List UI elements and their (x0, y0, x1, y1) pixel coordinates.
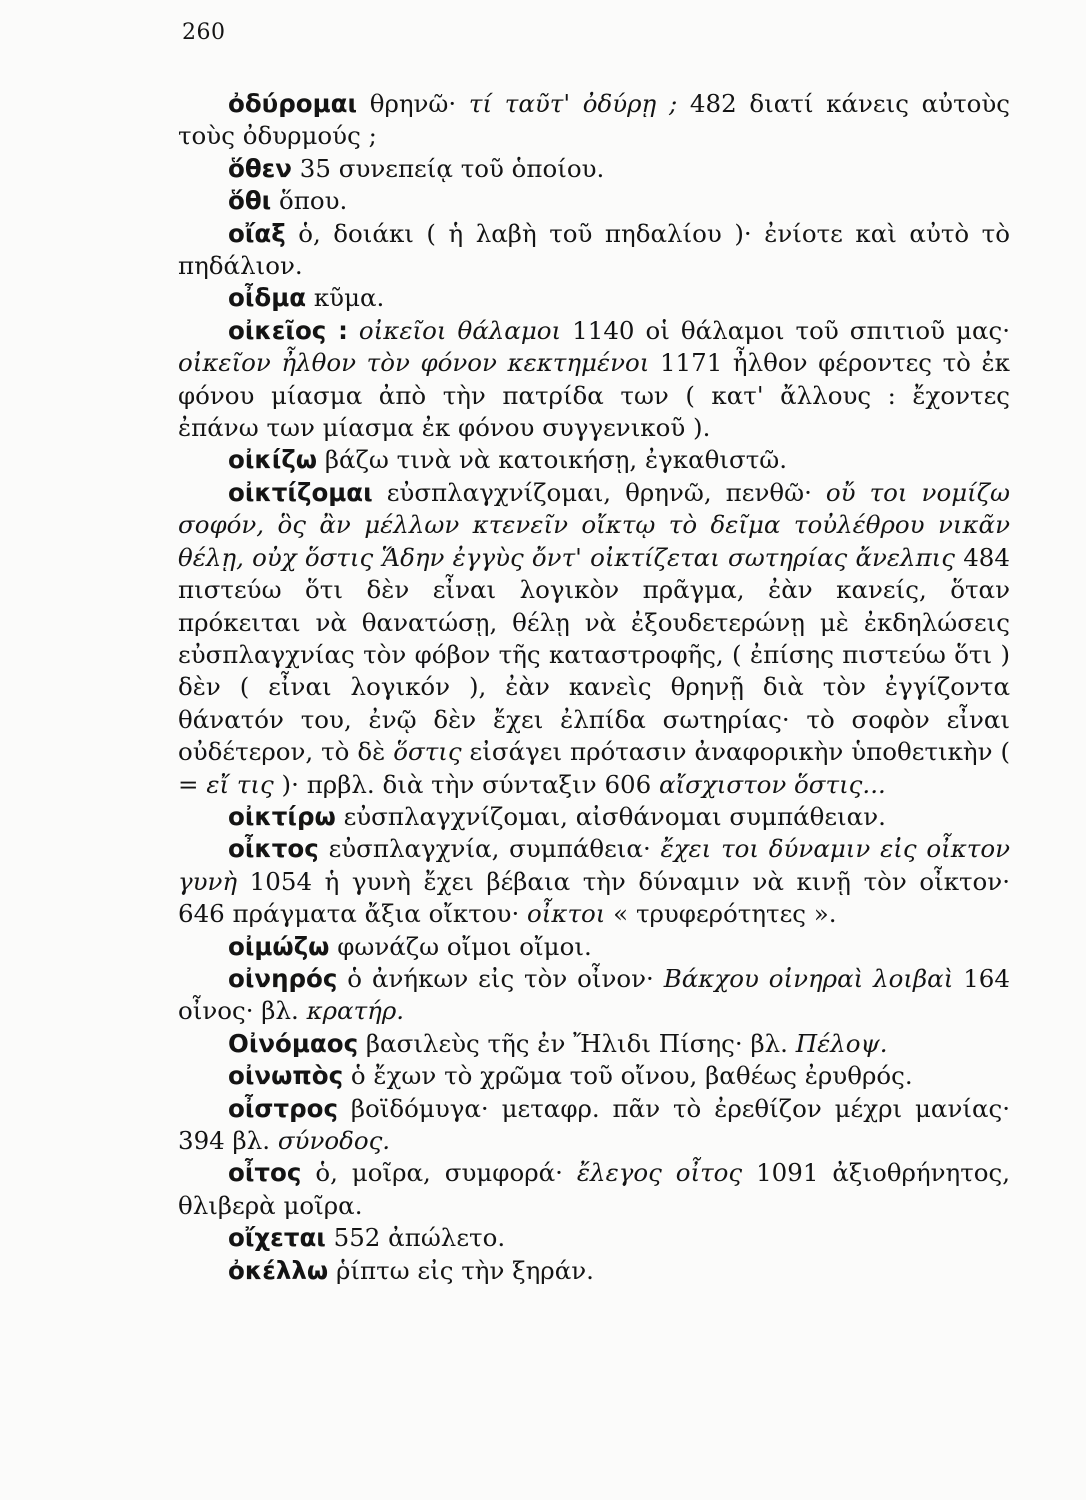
glossary-entry (178, 931, 1010, 963)
glossary-entry (178, 801, 1010, 833)
entry-quotation: οἰκεῖον ἦλθον τὸν φόνον κεκτημένοι (178, 348, 650, 378)
glossary-entry (178, 1255, 1010, 1287)
entry-text: 552 ἀπώλετο. (325, 1223, 506, 1253)
glossary-entry (178, 833, 1010, 930)
entry-text: βοϊδόμυγα· μεταφρ. πᾶν τὸ ἐρεθίζον μέχρι μανίας· 394 βλ. (178, 1093, 1010, 1155)
entry-headword: οἴαξ (228, 218, 286, 248)
glossary-entry (178, 1028, 1010, 1060)
entry-headword: οἰκτίζομαι (228, 477, 373, 507)
entry-quotation: οὔ τοι νομίζω σοφόν, ὃς ἂν μέλλων κτενεῖν οἴκτῳ τὸ δεῖμα τοὐλέθρου νικᾶν θέλῃ, οὐχ ὅστις Ἅδην ἐγγὺς ὄντ' οἰκτίζεται σωτηρίας ἄνελπις (178, 477, 1010, 572)
entry-quotation: ἔχει τοι δύναμιν εἰς οἶκτον γυνὴ (178, 834, 1010, 896)
entry-quotation: Βάκχου οἰνηραὶ λοιβαὶ (663, 963, 954, 993)
glossary-entry (178, 444, 1010, 476)
entry-quotation: σύνοδος. (277, 1126, 391, 1155)
entry-quotation: Πέλοψ. (795, 1028, 888, 1058)
glossary-entries (178, 88, 1010, 1287)
entry-text: ὁ ἔχων τὸ χρῶμα τοῦ οἴνου, βαθέως ἐρυθρός. (343, 1061, 913, 1091)
glossary-entry (178, 1093, 1010, 1158)
entry-text: βάζω τινὰ νὰ κατοικήσῃ, ἐγκαθιστῶ. (317, 445, 788, 475)
glossary-entry (178, 963, 1010, 1028)
entry-headword: Οἰνόμαος (228, 1028, 359, 1058)
entry-quotation: τί ταῦτ' ὀδύρῃ ; (468, 89, 678, 118)
entry-text: εὐσπλαγχνίζομαι, αἰσθάνομαι συμπάθειαν. (335, 801, 886, 831)
entry-headword: οἰμώζω (228, 931, 330, 961)
entry-quotation: οἰκεῖοι θάλαμοι (358, 315, 562, 345)
glossary-entry (178, 185, 1010, 217)
entry-text: 35 συνεπείᾳ τοῦ ὁποίου. (292, 153, 605, 183)
entry-quotation: οἶκτοι (527, 899, 606, 929)
entry-quotation: κρατήρ. (306, 996, 405, 1026)
glossary-entry (178, 88, 1010, 153)
entry-text: 484 πιστεύω ὅτι δὲν εἶναι λογικὸν πρᾶγμα, ἐὰν κανείς, ὅταν πρόκειται νὰ θανατώσῃ, θέλῃ νὰ ἐξουδετερώνῃ μὲ ἐκδηλώσεις εὐσπλαγχνίας τὸν φόβον τῆς καταστροφῆς, ( ἐπίσης πιστεύω ὅτι ) δὲν ( εἶναι λογικόν ), ἐὰν κανεὶς θρηνῇ διὰ τὸν ἐγγίζοντα θάνατόν του, ἐνῷ δὲν ἔχει ἐλπίδα σωτηρίας· τὸ σοφὸν εἶναι οὐδέτερον, τὸ δὲ (178, 542, 1010, 767)
glossary-entry (178, 1060, 1010, 1092)
entry-headword: ὀδύρομαι (228, 89, 357, 118)
entry-text: 164 οἶνος· βλ. (178, 963, 1010, 1026)
entry-headword: οἶστρος (228, 1093, 338, 1123)
entry-text: 1140 οἱ θάλαμοι τοῦ σπιτιοῦ μας· (561, 315, 1011, 345)
entry-text: 482 διατί κάνεις αὐτοὺς τοὺς ὀδυρμούς ; (178, 89, 1010, 151)
entry-headword: ὀκέλλω (228, 1255, 329, 1285)
entry-text: εὐσπλαγχνία, συμπάθεια· (318, 834, 661, 864)
page-number: 260 (182, 20, 226, 45)
entry-text: εἰσάγει πρότασιν ἀναφορικὴν ὑποθετικὴν ( = (178, 737, 1011, 799)
entry-text: « τρυφερότητες ». (605, 899, 837, 929)
entry-text: 1091 ἀξιοθρήνητος, θλιβερὰ μοῖρα. (178, 1158, 1011, 1220)
entry-text: 1171 ἦλθον φέροντες τὸ ἐκ φόνου μίασμα ἀπὸ τὴν πατρίδα των ( κατ' ἄλλους : ἔχοντες ἐπάνω των μίασμα ἐκ φόνου συγγενικοῦ ). (178, 348, 1010, 443)
entry-text: εὐσπλαγχνίζομαι, θρηνῶ, πενθῶ· (372, 477, 826, 507)
entry-text: ὅπου. (271, 186, 348, 216)
entry-text: φωνάζω οἴμοι οἴμοι. (329, 931, 592, 961)
entry-text: ὁ, δοιάκι ( ἡ λαβὴ τοῦ πηδαλίου )· ἐνίοτε καὶ αὐτὸ τὸ πηδάλιον. (178, 218, 1010, 281)
glossary-entry (178, 153, 1010, 185)
glossary-entry (178, 218, 1010, 283)
entry-text (348, 316, 359, 345)
entry-text: )· πρβλ. διὰ τὴν σύνταξιν 606 (273, 769, 660, 799)
entry-quotation: εἴ τις (206, 769, 274, 799)
glossary-entry (178, 477, 1010, 801)
entry-headword: οἰκτίρω (228, 801, 336, 831)
entry-text: 1054 ἡ γυνὴ ἔχει βέβαια τὴν δύναμιν νὰ κινῇ τὸν οἶκτον· 646 πράγματα ἄξια οἴκτου· (178, 866, 1010, 929)
entry-headword: οἶδμα (228, 283, 307, 313)
entry-headword: ὅθι (228, 186, 272, 216)
entry-headword: οἰνωπὸς (228, 1061, 344, 1091)
entry-headword: οἴχεται (228, 1223, 326, 1253)
entry-text: ῥίπτω εἰς τὴν ξηράν. (328, 1255, 594, 1285)
entry-quotation: ὅστις (393, 737, 462, 767)
entry-quotation: ἔλεγος οἶτος (576, 1158, 743, 1188)
entry-text: ὁ ἀνήκων εἰς τὸν οἶνον· (337, 963, 664, 993)
glossary-entry (178, 1222, 1010, 1254)
entry-headword: ὅθεν (228, 153, 292, 183)
entry-headword: οἶτος (228, 1158, 302, 1188)
entry-text: βασιλεὺς τῆς ἐν Ἤλιδι Πίσης· βλ. (358, 1028, 796, 1058)
entry-headword: οἰνηρός (228, 963, 338, 993)
glossary-entry (178, 1157, 1010, 1222)
entry-text: θρηνῶ· (356, 89, 469, 118)
glossary-entry (178, 315, 1010, 445)
entry-headword: οἰκίζω (228, 445, 318, 475)
entry-quotation: αἴσχιστον ὅστις... (659, 769, 886, 799)
entry-headword: οἰκεῖος : (228, 315, 348, 345)
entry-headword: οἶκτος (228, 834, 319, 864)
entry-text: κῦμα. (306, 283, 385, 313)
entry-text: ὁ, μοῖρα, συμφορά· (301, 1158, 577, 1188)
glossary-entry (178, 282, 1010, 314)
